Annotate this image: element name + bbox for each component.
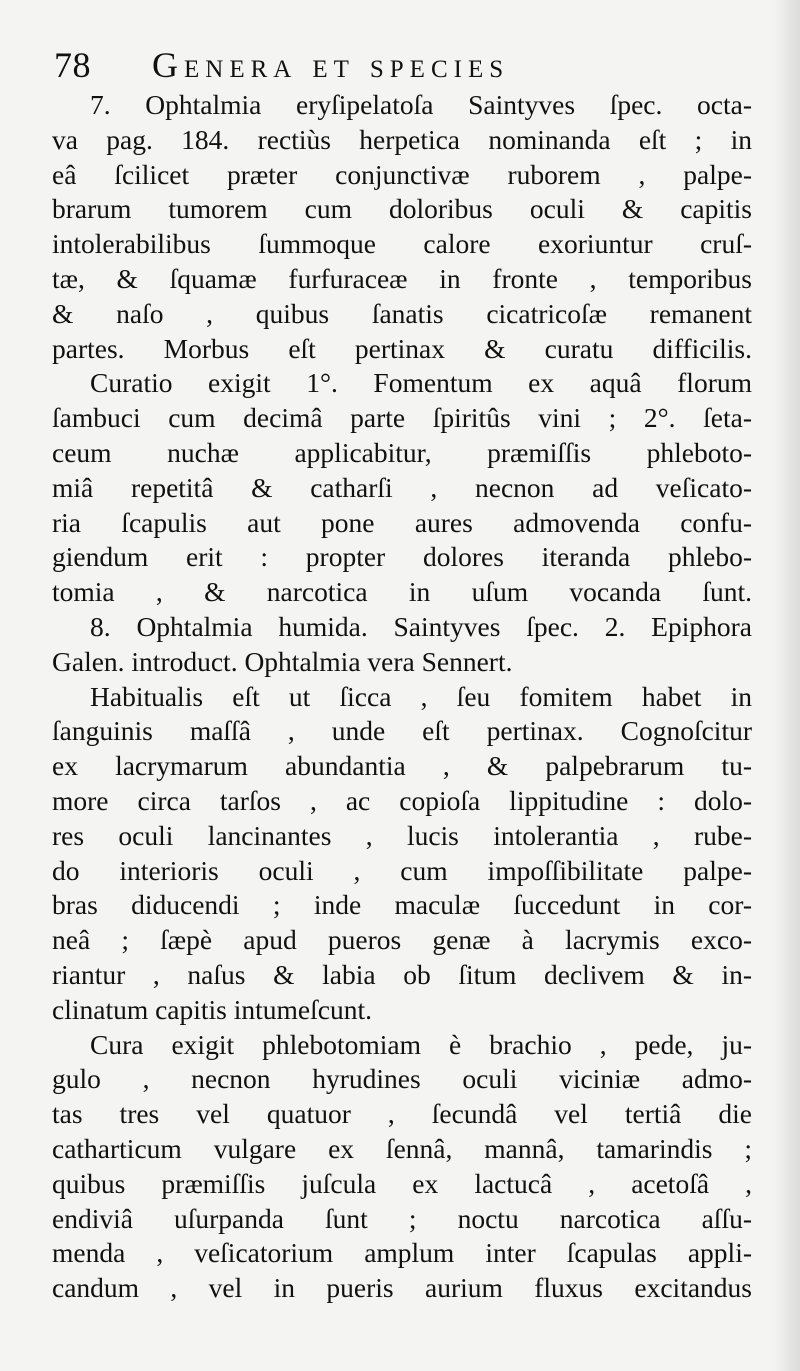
text-line: menda , veſicatorium amplum inter ſcapulas appli-: [52, 1237, 752, 1269]
body-text: [52, 88, 752, 1306]
text-line: 7. Ophtalmia eryſipelatoſa Saintyves ſpec. octa-: [90, 89, 752, 120]
text-line: endiviâ uſurpanda ſunt ; noctu narcotica aſſu-: [52, 1202, 752, 1234]
text-line: ſanguinis maſſâ , unde eſt pertinax. Cognoſcitur: [52, 715, 752, 747]
text-line: & naſo , quibus ſanatis cicatricoſæ remanent: [52, 297, 752, 329]
text-line: do interioris oculi , cum impoſſibilitate palpe-: [52, 854, 752, 886]
text-line: candum , vel in pueris aurium fluxus excitandus: [52, 1272, 752, 1304]
text-line: Curatio exigit 1°. Fomentum ex aquâ florum: [90, 367, 752, 399]
text-line: riantur , naſus & labia ob ſitum declivem & in-: [52, 958, 752, 990]
text-line: Habitualis eſt ut ſicca , ſeu fomitem habet in: [90, 680, 752, 712]
text-line: tomia , & narcotica in uſum vocanda ſunt.: [52, 576, 752, 608]
text-line: va pag. 184. rectiùs herpetica nominanda eſt ; in: [52, 123, 752, 155]
text-line: ex lacrymarum abundantia , & palpebrarum tu-: [52, 750, 752, 782]
text-line: miâ repetitâ & catharſi , necnon ad veſicato-: [52, 471, 752, 503]
text-line: ria ſcapulis aut pone aures admovenda confu-: [52, 506, 752, 538]
page-edge-shadow: [774, 0, 800, 1371]
page-number: 78: [54, 45, 91, 85]
text-line: Galen. introduct. Ophtalmia vera Sennert.: [52, 645, 513, 677]
text-line: quibus præmiſſis juſcula ex lactucâ , acetoſâ ,: [52, 1167, 752, 1199]
text-line: ceum nuchæ applicabitur, præmiſſis phleboto-: [52, 436, 752, 468]
text-line: neâ ; ſæpè apud pueros genæ à lacrymis exco-: [52, 924, 752, 956]
text-line: tas tres vel quatuor , ſecundâ vel tertiâ die: [52, 1098, 752, 1130]
text-line: tæ, & ſquamæ furfuraceæ in fronte , temporibus: [52, 262, 752, 294]
text-line: giendum erit : propter dolores iteranda phlebo-: [52, 541, 752, 573]
text-line: more circa tarſos , ac copioſa lippitudine : dolo-: [52, 784, 752, 816]
text-line: res oculi lancinantes , lucis intolerantia , rube-: [52, 819, 752, 851]
text-line: 8. Ophtalmia humida. Saintyves ſpec. 2. Epiphora: [90, 610, 752, 642]
text-line: brarum tumorem cum doloribus oculi & capitis: [52, 193, 752, 225]
text-line: catharticum vulgare ex ſennâ, mannâ, tamarindis ;: [52, 1132, 752, 1164]
text-line: bras diducendi ; inde maculæ ſuccedunt in cor-: [52, 889, 752, 921]
text-line: ſambuci cum decimâ parte ſpiritûs vini ; 2°. ſeta-: [52, 402, 752, 434]
text-line: gulo , necnon hyrudines oculi viciniæ admo-: [52, 1063, 752, 1095]
text-line: partes. Morbus eſt pertinax & curatu difficilis.: [52, 332, 752, 364]
text-line: eâ ſcilicet præter conjunctivæ ruborem , palpe-: [52, 158, 752, 190]
text-line: intolerabilibus ſummoque calore exoriuntur cruſ-: [52, 228, 752, 260]
running-title: Genera et species: [152, 45, 510, 85]
text-line: Cura exigit phlebotomiam è brachio , pede, ju-: [90, 1028, 752, 1060]
text-line: clinatum capitis intumeſcunt.: [52, 993, 372, 1025]
running-head: [54, 44, 754, 84]
